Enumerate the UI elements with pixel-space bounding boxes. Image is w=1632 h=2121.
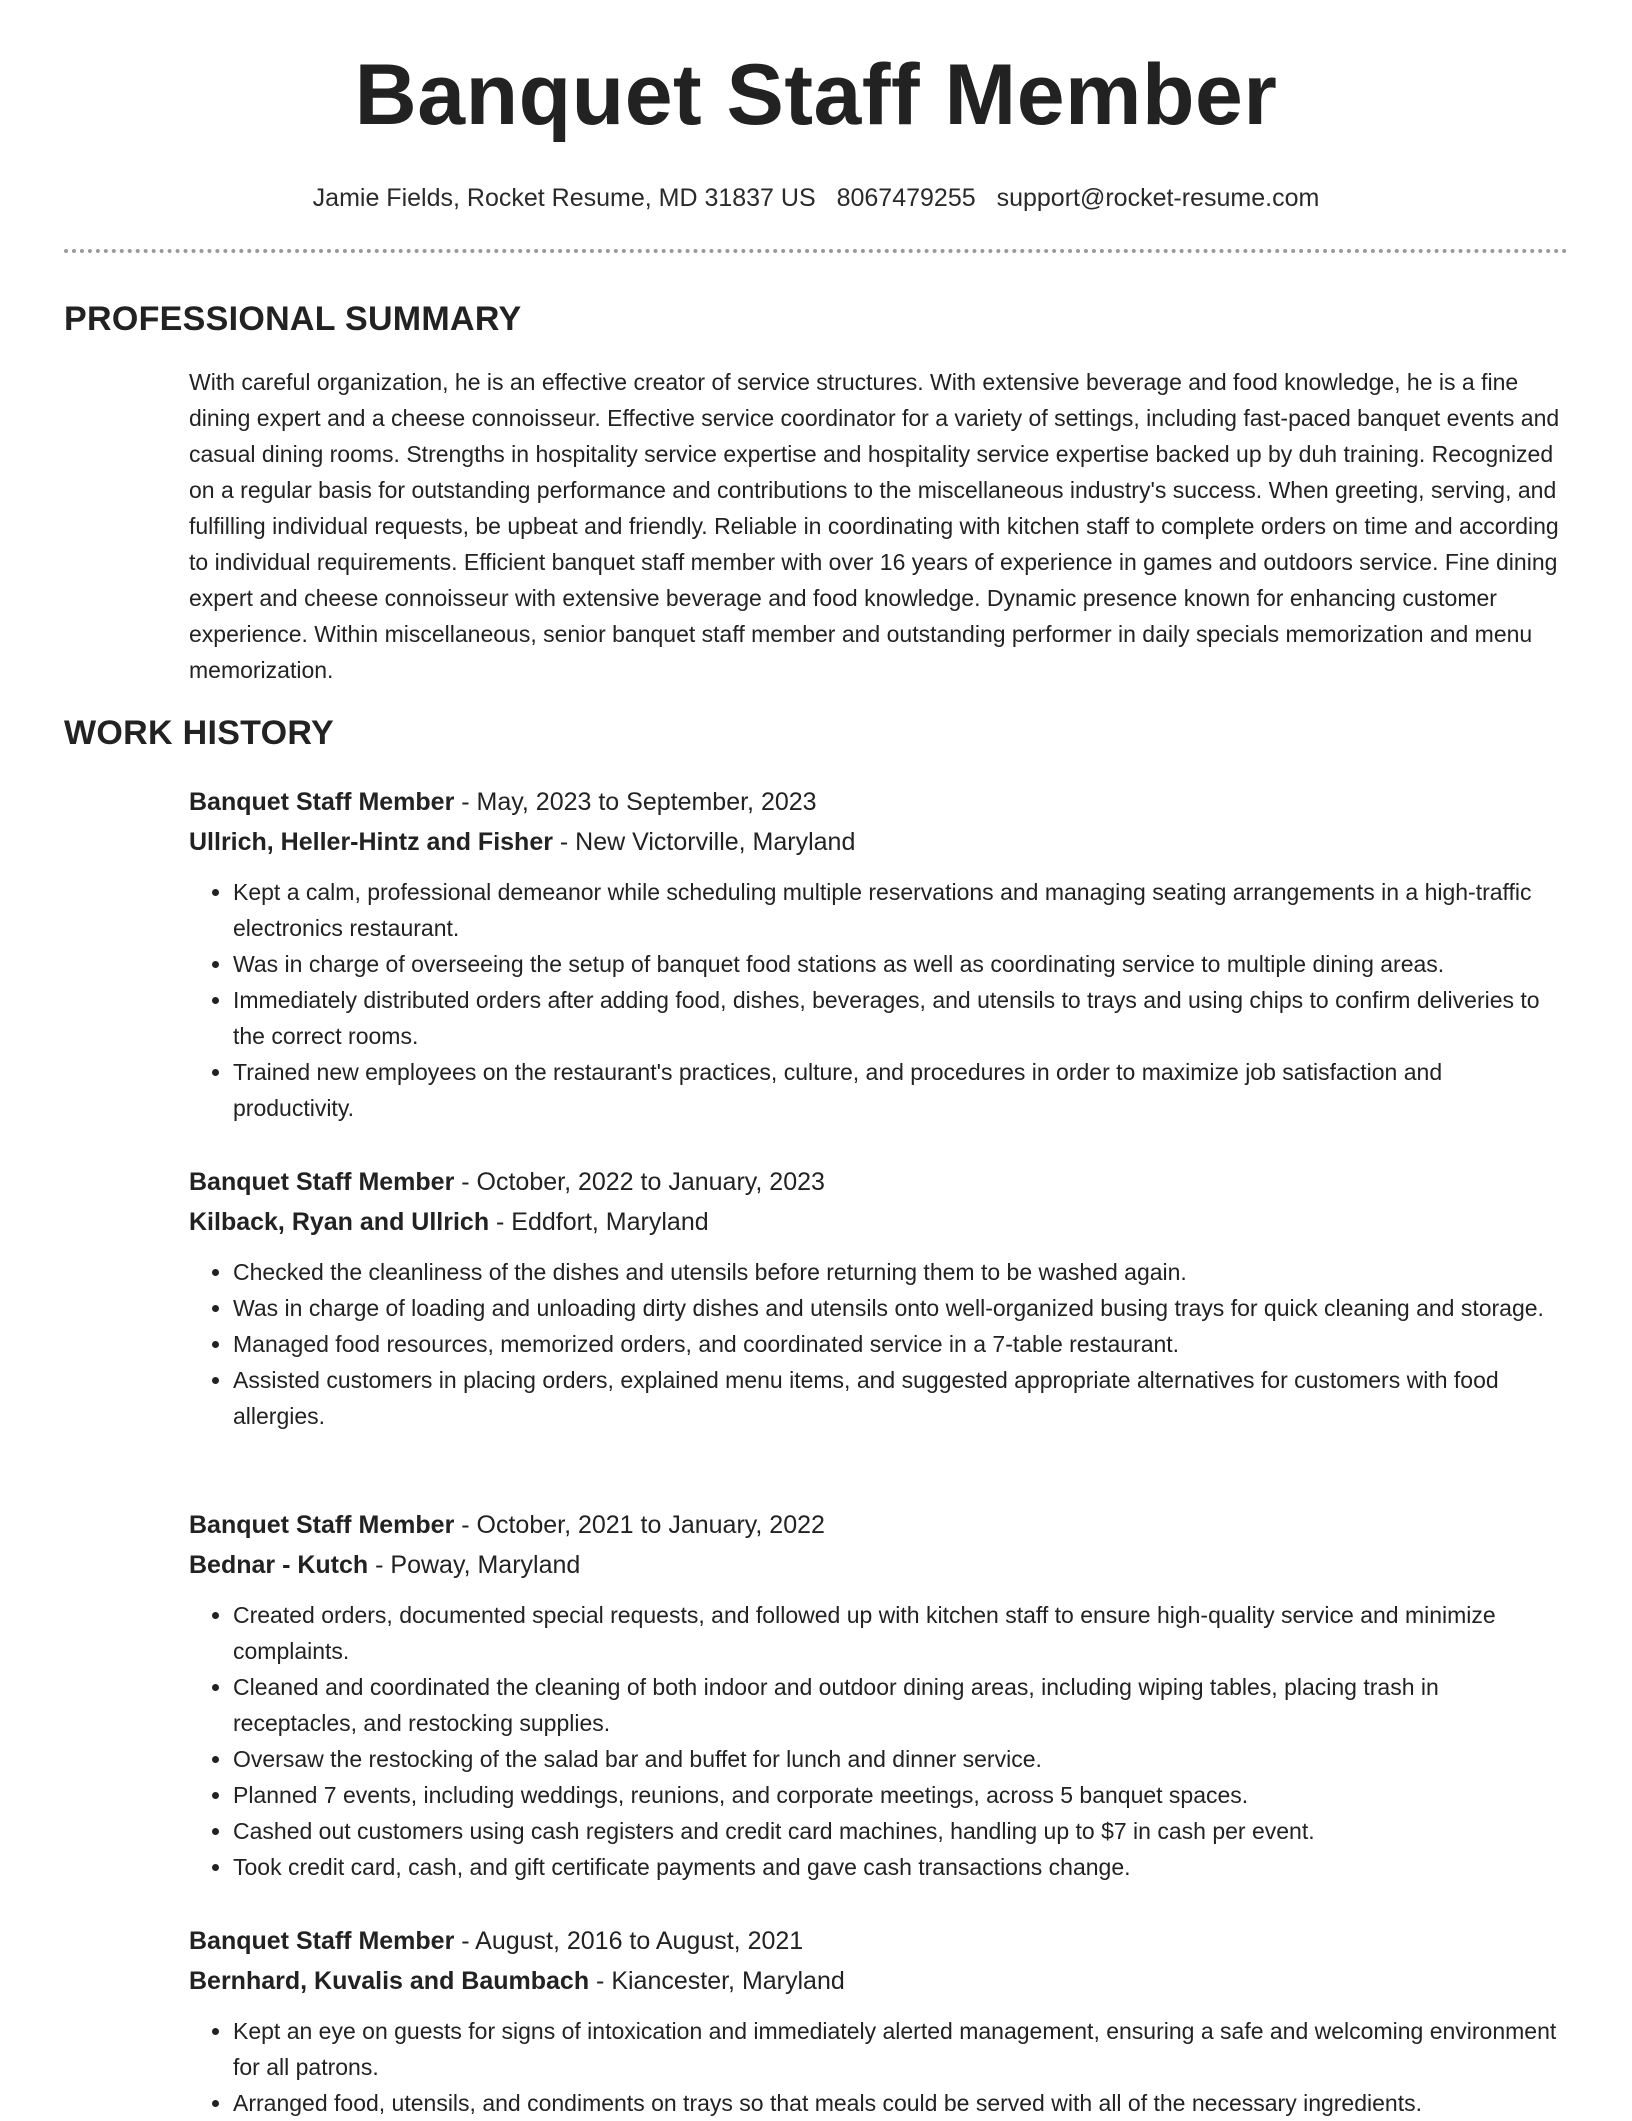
job-company: Ullrich, Heller-Hintz and Fisher	[189, 828, 553, 856]
job-dates: - October, 2021 to January, 2022	[454, 1511, 825, 1539]
job-bullet: • Oversaw the restocking of the salad bar and buffet for lunch and dinner service.	[233, 1741, 1569, 1777]
job-entry	[189, 1162, 1569, 1434]
job-company-line	[189, 822, 1569, 862]
job-dates: - October, 2022 to January, 2023	[454, 1168, 825, 1196]
contact-phone: 8067479255	[836, 184, 976, 212]
job-location: - Kiancester, Maryland	[589, 1967, 845, 1995]
job-location: - Eddfort, Maryland	[489, 1208, 709, 1236]
job-dates: - August, 2016 to August, 2021	[454, 1927, 804, 1955]
job-title-line	[189, 782, 1569, 822]
job-title-line	[189, 1162, 1569, 1202]
resume-title: Banquet Staff Member	[354, 47, 1278, 143]
job-location: - New Victorville, Maryland	[552, 828, 856, 856]
job-bullet: • Managed food resources, memorized orders, and coordinated service in a 7-table restaurant.	[233, 1326, 1569, 1362]
contact-line	[0, 184, 1632, 213]
job-location: - Poway, Maryland	[368, 1551, 581, 1579]
job-entry	[189, 1921, 1569, 2121]
summary-text: With careful organization, he is an effective creator of service structures. With extensive beverage and food knowledge, he is a fine dining expert and a cheese connoisseur. Effective service coordinator for a variety of settings, including fast-paced banquet events and casual dining rooms. Strengths in hospitality service expertise and hospitality service expertise backed up by duh training. Recognized on a regular basis for outstanding performance and contributions to the miscellaneous industry's success. When greeting, serving, and fulfilling individual requests, be upbeat and friendly. Reliable in coordinating with kitchen staff to complete orders on time and according to individual requirements. Efficient banquet staff member with over 16 years of experience in games and outdoors service. Fine dining expert and cheese connoisseur with extensive beverage and food knowledge. Dynamic presence known for enhancing customer experience. Within miscellaneous, senior banquet staff member and outstanding performer in daily specials memorization and menu memorization.	[189, 369, 1560, 683]
contact-email: support@rocket-resume.com	[996, 184, 1320, 212]
job-bullet: • Trained new employees on the restaurant's practices, culture, and procedures in order to maximize job satisfaction and productivity.	[233, 1054, 1569, 1126]
job-bullet: • Cashed out customers using cash registers and credit card machines, handling up to $7 in cash per event.	[233, 1813, 1569, 1849]
job-entry	[189, 1505, 1569, 1885]
job-company-line	[189, 1961, 1569, 2001]
job-title: Banquet Staff Member	[189, 1927, 455, 1955]
job-bullet: • Was in charge of overseeing the setup of banquet food stations as well as coordinating service to multiple dining areas.	[233, 946, 1569, 982]
job-bullet: • Cleaned and coordinated the cleaning of both indoor and outdoor dining areas, including wiping tables, placing trash in receptacles, and restocking supplies.	[233, 1669, 1569, 1741]
header-divider	[64, 249, 1568, 253]
job-company-line	[189, 1202, 1569, 1242]
job-title: Banquet Staff Member	[189, 1511, 455, 1539]
work-history-heading: WORK HISTORY	[64, 714, 334, 752]
job-bullet: • Assisted customers in placing orders, explained menu items, and suggested appropriate alternatives for customers with food allergies.	[233, 1362, 1569, 1434]
job-title: Banquet Staff Member	[189, 788, 455, 816]
job-bullets	[189, 1597, 1569, 1885]
job-bullets	[189, 1254, 1569, 1434]
job-entry	[189, 782, 1569, 1126]
job-company-line	[189, 1545, 1569, 1585]
job-bullet: • Created orders, documented special requests, and followed up with kitchen staff to ensure high-quality service and minimize complaints.	[233, 1597, 1569, 1669]
job-bullet: • Took credit card, cash, and gift certificate payments and gave cash transactions change.	[233, 1849, 1569, 1885]
job-bullet: • Checked the cleanliness of the dishes and utensils before returning them to be washed again.	[233, 1254, 1569, 1290]
summary-heading: PROFESSIONAL SUMMARY	[64, 300, 522, 338]
contact-address: Jamie Fields, Rocket Resume, MD 31837 US	[312, 184, 816, 212]
job-bullet: • Kept a calm, professional demeanor while scheduling multiple reservations and managing seating arrangements in a high-traffic electronics restaurant.	[233, 874, 1569, 946]
job-title: Banquet Staff Member	[189, 1168, 455, 1196]
job-bullets	[189, 2013, 1569, 2121]
job-bullet: • Arranged food, utensils, and condiments on trays so that meals could be served with all of the necessary ingredients.	[233, 2085, 1569, 2121]
job-bullet: • Immediately distributed orders after adding food, dishes, beverages, and utensils to trays and using chips to confirm deliveries to the correct rooms.	[233, 982, 1569, 1054]
job-bullet: • Planned 7 events, including weddings, reunions, and corporate meetings, across 5 banquet spaces.	[233, 1777, 1569, 1813]
job-bullet: • Was in charge of loading and unloading dirty dishes and utensils onto well-organized busing trays for quick cleaning and storage.	[233, 1290, 1569, 1326]
job-dates: - May, 2023 to September, 2023	[454, 788, 817, 816]
job-title-line	[189, 1921, 1569, 1961]
job-company: Bednar - Kutch	[189, 1551, 369, 1579]
job-company: Bernhard, Kuvalis and Baumbach	[189, 1967, 590, 1995]
job-bullet: • Kept an eye on guests for signs of intoxication and immediately alerted management, ensuring a safe and welcoming environment for all patrons.	[233, 2013, 1569, 2085]
job-company: Kilback, Ryan and Ullrich	[189, 1208, 490, 1236]
job-title-line	[189, 1505, 1569, 1545]
job-bullets	[189, 874, 1569, 1126]
